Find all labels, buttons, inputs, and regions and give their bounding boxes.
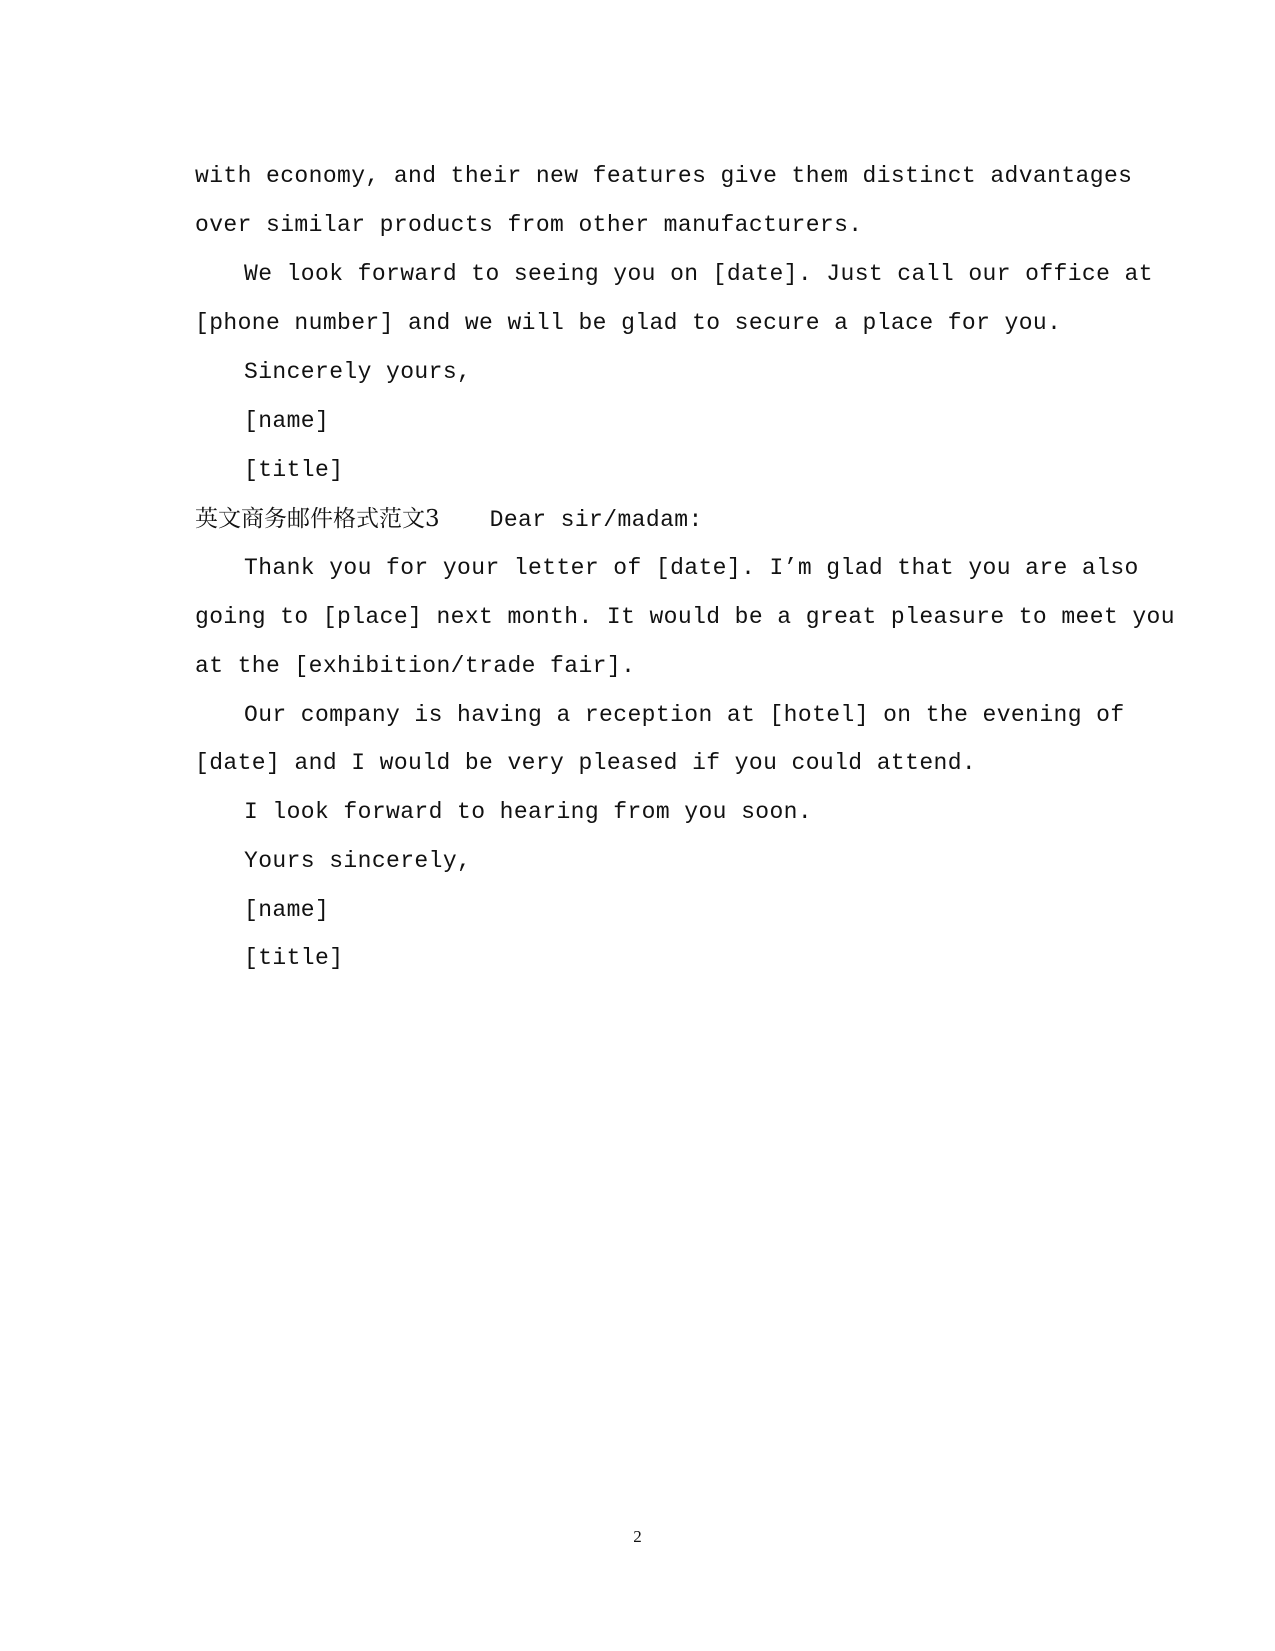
body-text-line: We look forward to seeing you on [date]. Just call our office at (244, 261, 1153, 287)
body-text-line: [date] and I would be very pleased if you could attend. (195, 750, 977, 776)
body-text-line: [phone number] and we will be glad to secure a place for you. (195, 310, 1062, 336)
body-text-line: with economy, and their new features give them distinct advantages (195, 163, 1133, 189)
body-text-line: Our company is having a reception at [hotel] on the evening of (244, 702, 1125, 728)
section-heading: 英文商务邮件格式范文3 (195, 506, 440, 532)
section-heading-row (195, 505, 703, 534)
body-text-line: going to [place] next month. It would be a great pleasure to meet you (195, 604, 1175, 630)
signature-name: [name] (244, 408, 330, 434)
letter-salutation: Dear sir/madam: (489, 507, 703, 533)
letter-closing: Yours sincerely, (244, 848, 472, 874)
body-text-line: over similar products from other manufacturers. (195, 212, 863, 238)
body-text-line: I look forward to hearing from you soon. (244, 799, 813, 825)
signature-title: [title] (244, 457, 344, 483)
page-number: 2 (633, 1527, 642, 1546)
letter-closing: Sincerely yours, (244, 359, 472, 385)
signature-title: [title] (244, 945, 344, 971)
signature-name: [name] (244, 897, 330, 923)
body-text-line: Thank you for your letter of [date]. I’m glad that you are also (244, 555, 1139, 581)
body-text-line: at the [exhibition/trade fair]. (195, 653, 636, 679)
